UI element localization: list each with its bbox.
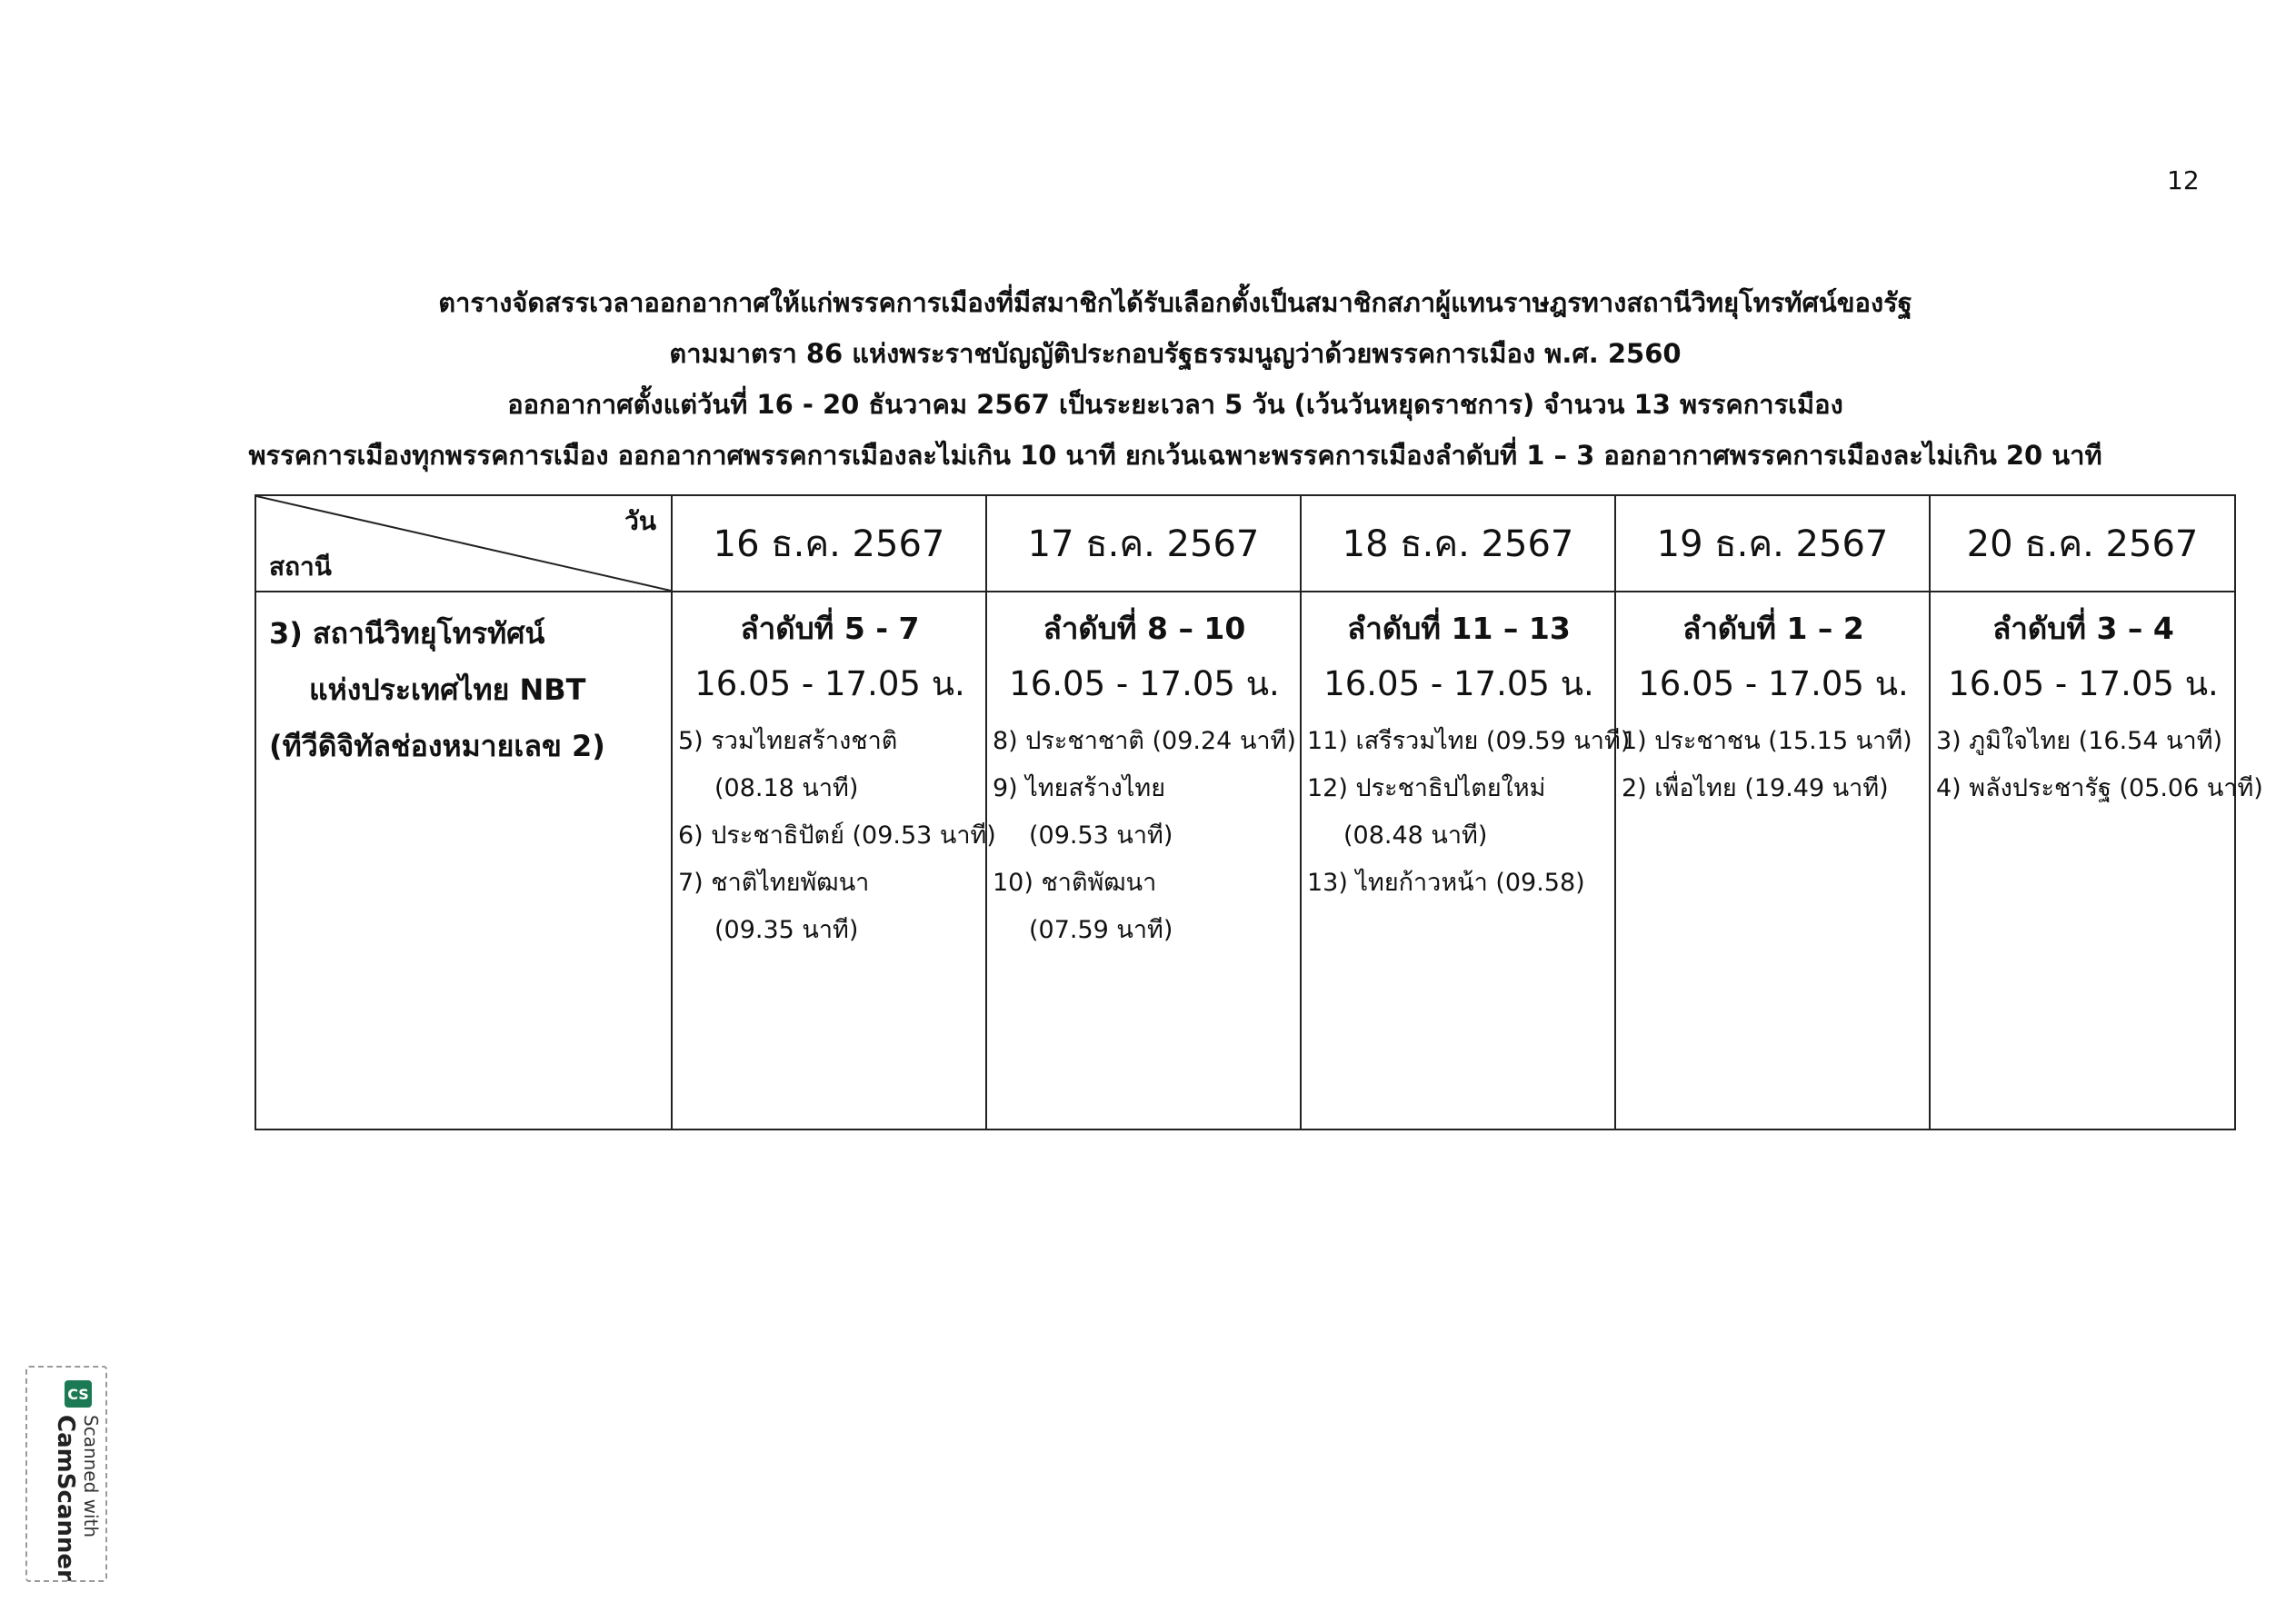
- day-cell: [1930, 592, 2263, 1129]
- document-title: [164, 277, 2187, 481]
- title-line: ตามมาตรา 86 แห่งพระราชบัญญัติประกอบรัฐธรรมนูญว่าด้วยพรรคการเมือง พ.ศ. 2560: [669, 338, 1682, 369]
- day-cell: [1301, 592, 1631, 1129]
- party-list: [678, 718, 996, 954]
- camscanner-brand: CamScanner: [52, 1415, 79, 1581]
- party-list: [993, 718, 1296, 954]
- page-number: 12: [2167, 165, 2200, 195]
- station-channel: (ทีวีดิจิทัลช่องหมายเลข 2): [269, 729, 605, 763]
- order-label: ลำดับที่ 3 – 4: [1992, 611, 2174, 646]
- broadcast-schedule-table: [255, 494, 2263, 1130]
- party-duration: (09.35 นาที): [714, 916, 859, 944]
- title-line: ตารางจัดสรรเวลาออกอากาศให้แก่พรรคการเมืองที่มีสมาชิกได้รับเลือกตั้งเป็นสมาชิกสภาผู้แทนราษฎรทางสถานีวิทยุโทรทัศน์ของรัฐ: [438, 287, 1912, 318]
- station-cell: [255, 592, 672, 1129]
- party-duration: (08.18 นาที): [714, 774, 859, 802]
- order-label: ลำดับที่ 8 – 10: [1043, 611, 1246, 646]
- time-label: 16.05 - 17.05 น.: [694, 664, 965, 703]
- party-item: 11) เสรีรวมไทย (09.59 นาที): [1307, 727, 1631, 755]
- title-line: พรรคการเมืองทุกพรรคการเมือง ออกอากาศพรรคการเมืองละไม่เกิน 10 นาที ยกเว้นเฉพาะพรรคการเมืองลำดับที่ 1 – 3 ออกอากาศพรรคการเมืองละไม่เกิน 20 นาที: [248, 440, 2102, 471]
- party-list: [1936, 718, 2263, 812]
- party-item: 3) ภูมิใจไทย (16.54 นาที): [1936, 727, 2223, 755]
- party-item: 13) ไทยก้าวหน้า (09.58): [1307, 869, 1585, 897]
- party-item: 5) รวมไทยสร้างชาติ: [678, 727, 898, 755]
- corner-day-label: วัน: [624, 506, 656, 536]
- time-label: 16.05 - 17.05 น.: [1009, 664, 1280, 703]
- camscanner-text: [53, 1415, 104, 1581]
- date-header: 20 ธ.ค. 2567: [1930, 495, 2235, 592]
- time-label: 16.05 - 17.05 น.: [1323, 664, 1594, 703]
- party-list: [1307, 718, 1631, 907]
- time-label: 16.05 - 17.05 น.: [1638, 664, 1909, 703]
- party-item: 12) ประชาธิปไตยใหม่: [1307, 774, 1546, 802]
- party-item: 4) พลังประชารัฐ (05.06 นาที): [1936, 774, 2263, 802]
- date-header: 19 ธ.ค. 2567: [1615, 495, 1930, 592]
- corner-cell: [255, 495, 672, 592]
- camscanner-watermark: [25, 1366, 107, 1582]
- date-header: 16 ธ.ค. 2567: [672, 495, 986, 592]
- table-header-row: [255, 495, 2235, 592]
- party-item: 2) เพื่อไทย (19.49 นาที): [1622, 774, 1889, 802]
- date-header: 18 ธ.ค. 2567: [1301, 495, 1615, 592]
- party-item: 6) ประชาธิปัตย์ (09.53 นาที): [678, 821, 996, 850]
- party-item: 1) ประชาชน (15.15 นาที): [1622, 727, 1912, 755]
- camscanner-label: [53, 1380, 104, 1581]
- order-label: ลำดับที่ 11 – 13: [1347, 611, 1571, 646]
- scanned-with-caption: Scanned with: [80, 1415, 102, 1538]
- title-line: ออกอากาศตั้งแต่วันที่ 16 - 20 ธันวาคม 2567 เป็นระยะเวลา 5 วัน (เว้นวันหยุดราชการ) จำนวน 13 พรรคการเมือง: [507, 389, 1843, 420]
- date-header: 17 ธ.ค. 2567: [986, 495, 1301, 592]
- order-label: ลำดับที่ 5 - 7: [740, 611, 920, 646]
- camscanner-logo-icon: CS: [65, 1380, 92, 1408]
- table-row: [255, 592, 2235, 1129]
- party-item: 7) ชาติไทยพัฒนา: [678, 869, 870, 897]
- station-name: แห่งประเทศไทย NBT: [309, 672, 586, 707]
- day-cell: [1615, 592, 1930, 1129]
- party-duration: (08.48 นาที): [1343, 821, 1488, 850]
- party-item: 8) ประชาชาติ (09.24 นาที): [993, 727, 1296, 755]
- order-label: ลำดับที่ 1 – 2: [1682, 611, 1864, 646]
- party-duration: (07.59 นาที): [1029, 916, 1173, 944]
- day-cell: [986, 592, 1301, 1129]
- party-item: 10) ชาติพัฒนา: [993, 869, 1157, 897]
- day-cell: [672, 592, 996, 1129]
- party-list: [1622, 718, 1925, 812]
- party-item: 9) ไทยสร้างไทย: [993, 774, 1166, 802]
- corner-station-label: สถานี: [269, 552, 332, 582]
- station-name: 3) สถานีวิทยุโทรทัศน์: [269, 616, 545, 651]
- time-label: 16.05 - 17.05 น.: [1948, 664, 2219, 703]
- party-duration: (09.53 นาที): [1029, 821, 1173, 850]
